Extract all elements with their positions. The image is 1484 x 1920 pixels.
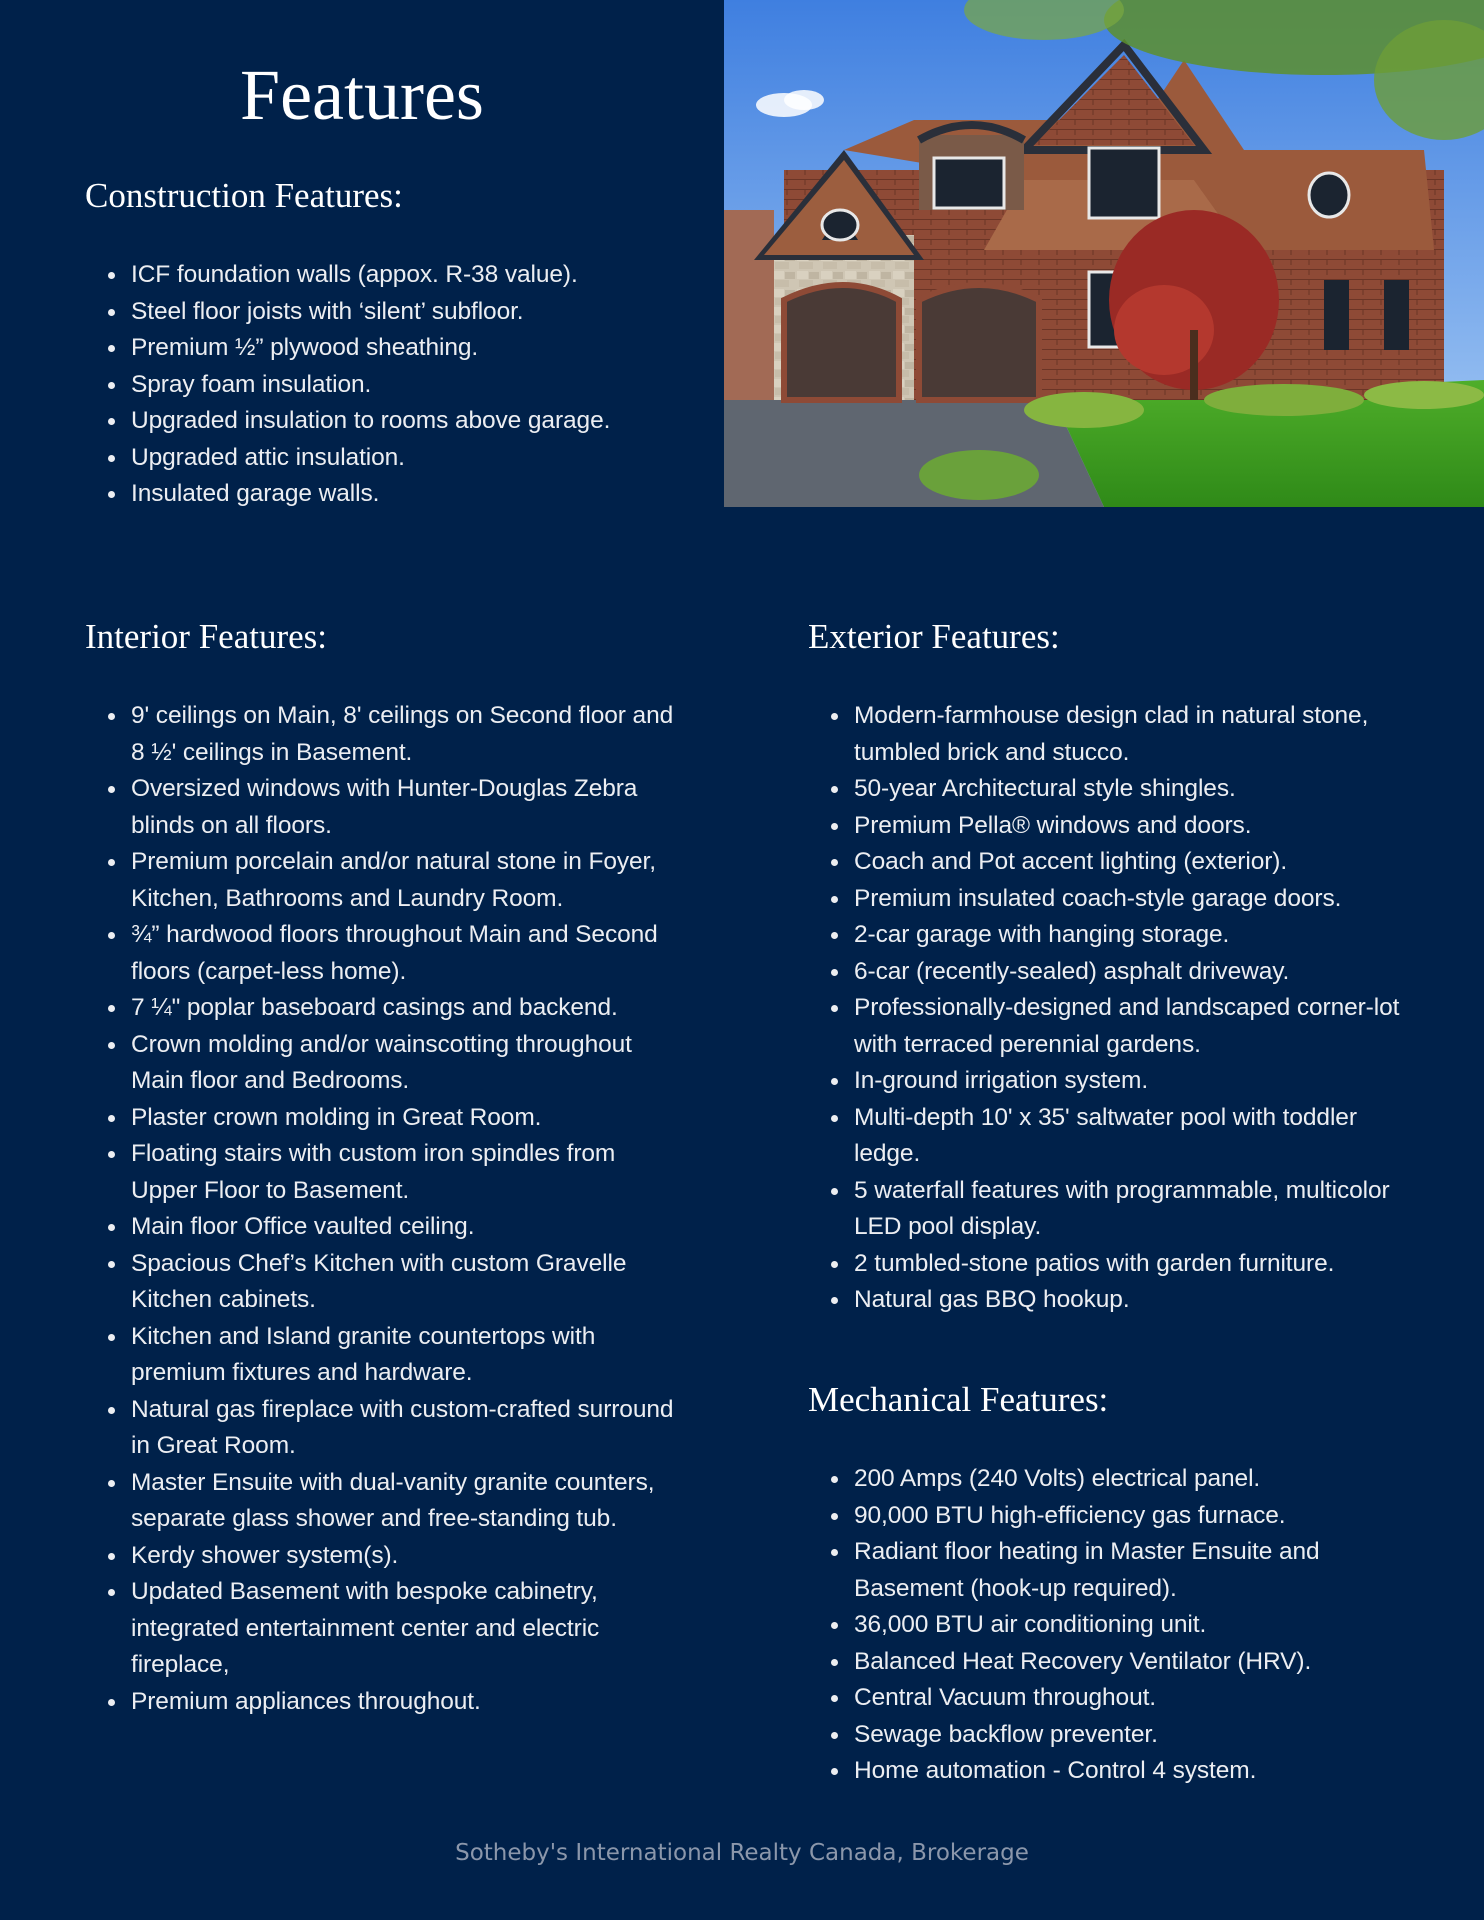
- interior-features-heading: Interior Features:: [85, 617, 327, 656]
- list-item: 36,000 BTU air conditioning unit.: [854, 1607, 1408, 1644]
- list-item: Kerdy shower system(s).: [131, 1538, 685, 1575]
- list-item: Updated Basement with bespoke cabinetry, integrated entertainment center and electric fireplace,: [131, 1574, 685, 1684]
- list-item: Premium ½” plywood sheathing.: [131, 330, 685, 367]
- exterior-features-list: [808, 698, 1408, 1319]
- list-item: Coach and Pot accent lighting (exterior).: [854, 844, 1408, 881]
- mechanical-features-list: [808, 1461, 1408, 1790]
- exterior-features-section: [808, 616, 1408, 1319]
- list-item: Premium porcelain and/or natural stone in Foyer, Kitchen, Bathrooms and Laundry Room.: [131, 844, 685, 917]
- list-item: In-ground irrigation system.: [854, 1063, 1408, 1100]
- list-item: Balanced Heat Recovery Ventilator (HRV).: [854, 1644, 1408, 1681]
- list-item: Main floor Office vaulted ceiling.: [131, 1209, 685, 1246]
- construction-features-list: [85, 257, 685, 513]
- list-item: ¾” hardwood floors throughout Main and Second floors (carpet-less home).: [131, 917, 685, 990]
- list-item: Premium insulated coach-style garage doors.: [854, 881, 1408, 918]
- list-item: Premium Pella® windows and doors.: [854, 808, 1408, 845]
- list-item: 90,000 BTU high-efficiency gas furnace.: [854, 1498, 1408, 1535]
- list-item: Professionally-designed and landscaped corner-lot with terraced perennial gardens.: [854, 990, 1408, 1063]
- list-item: 2 tumbled-stone patios with garden furniture.: [854, 1246, 1408, 1283]
- footer-brokerage: Sotheby's International Realty Canada, Brokerage: [455, 1840, 1029, 1866]
- list-item: Kitchen and Island granite countertops with premium fixtures and hardware.: [131, 1319, 685, 1392]
- list-item: Upgraded attic insulation.: [131, 440, 685, 477]
- list-item: 7 ¼" poplar baseboard casings and backend.: [131, 990, 685, 1027]
- interior-features-section: [85, 616, 685, 1720]
- list-item: 50-year Architectural style shingles.: [854, 771, 1408, 808]
- construction-features-section: [85, 175, 685, 513]
- list-item: Floating stairs with custom iron spindles from Upper Floor to Basement.: [131, 1136, 685, 1209]
- list-item: Master Ensuite with dual-vanity granite counters, separate glass shower and free-standing tub.: [131, 1465, 685, 1538]
- list-item: ICF foundation walls (appox. R-38 value).: [131, 257, 685, 294]
- list-item: 2-car garage with hanging storage.: [854, 917, 1408, 954]
- list-item: Home automation - Control 4 system.: [854, 1753, 1408, 1790]
- list-item: Crown molding and/or wainscotting throughout Main floor and Bedrooms.: [131, 1027, 685, 1100]
- list-item: 5 waterfall features with programmable, multicolor LED pool display.: [854, 1173, 1408, 1246]
- list-item: Radiant floor heating in Master Ensuite and Basement (hook-up required).: [854, 1534, 1408, 1607]
- mechanical-features-heading: Mechanical Features:: [808, 1380, 1109, 1419]
- list-item: Sewage backflow preventer.: [854, 1717, 1408, 1754]
- mechanical-features-section: [808, 1379, 1408, 1790]
- list-item: Natural gas fireplace with custom-crafted surround in Great Room.: [131, 1392, 685, 1465]
- list-item: Central Vacuum throughout.: [854, 1680, 1408, 1717]
- list-item: Premium appliances throughout.: [131, 1684, 685, 1721]
- list-item: Modern-farmhouse design clad in natural stone, tumbled brick and stucco.: [854, 698, 1408, 771]
- list-item: Steel floor joists with ‘silent’ subfloor.: [131, 294, 685, 331]
- list-item: Multi-depth 10' x 35' saltwater pool with toddler ledge.: [854, 1100, 1408, 1173]
- interior-features-list: [85, 698, 685, 1720]
- list-item: 9' ceilings on Main, 8' ceilings on Second floor and 8 ½' ceilings in Basement.: [131, 698, 685, 771]
- list-item: Upgraded insulation to rooms above garage.: [131, 403, 685, 440]
- list-item: 6-car (recently-sealed) asphalt driveway.: [854, 954, 1408, 991]
- list-item: Natural gas BBQ hookup.: [854, 1282, 1408, 1319]
- list-item: Plaster crown molding in Great Room.: [131, 1100, 685, 1137]
- list-item: Spacious Chef’s Kitchen with custom Gravelle Kitchen cabinets.: [131, 1246, 685, 1319]
- house-photo: [724, 0, 1484, 507]
- construction-features-heading: Construction Features:: [85, 176, 403, 215]
- list-item: 200 Amps (240 Volts) electrical panel.: [854, 1461, 1408, 1498]
- list-item: Insulated garage walls.: [131, 476, 685, 513]
- page-title: Features: [240, 55, 484, 135]
- list-item: Oversized windows with Hunter-Douglas Zebra blinds on all floors.: [131, 771, 685, 844]
- list-item: Spray foam insulation.: [131, 367, 685, 404]
- exterior-features-heading: Exterior Features:: [808, 617, 1060, 656]
